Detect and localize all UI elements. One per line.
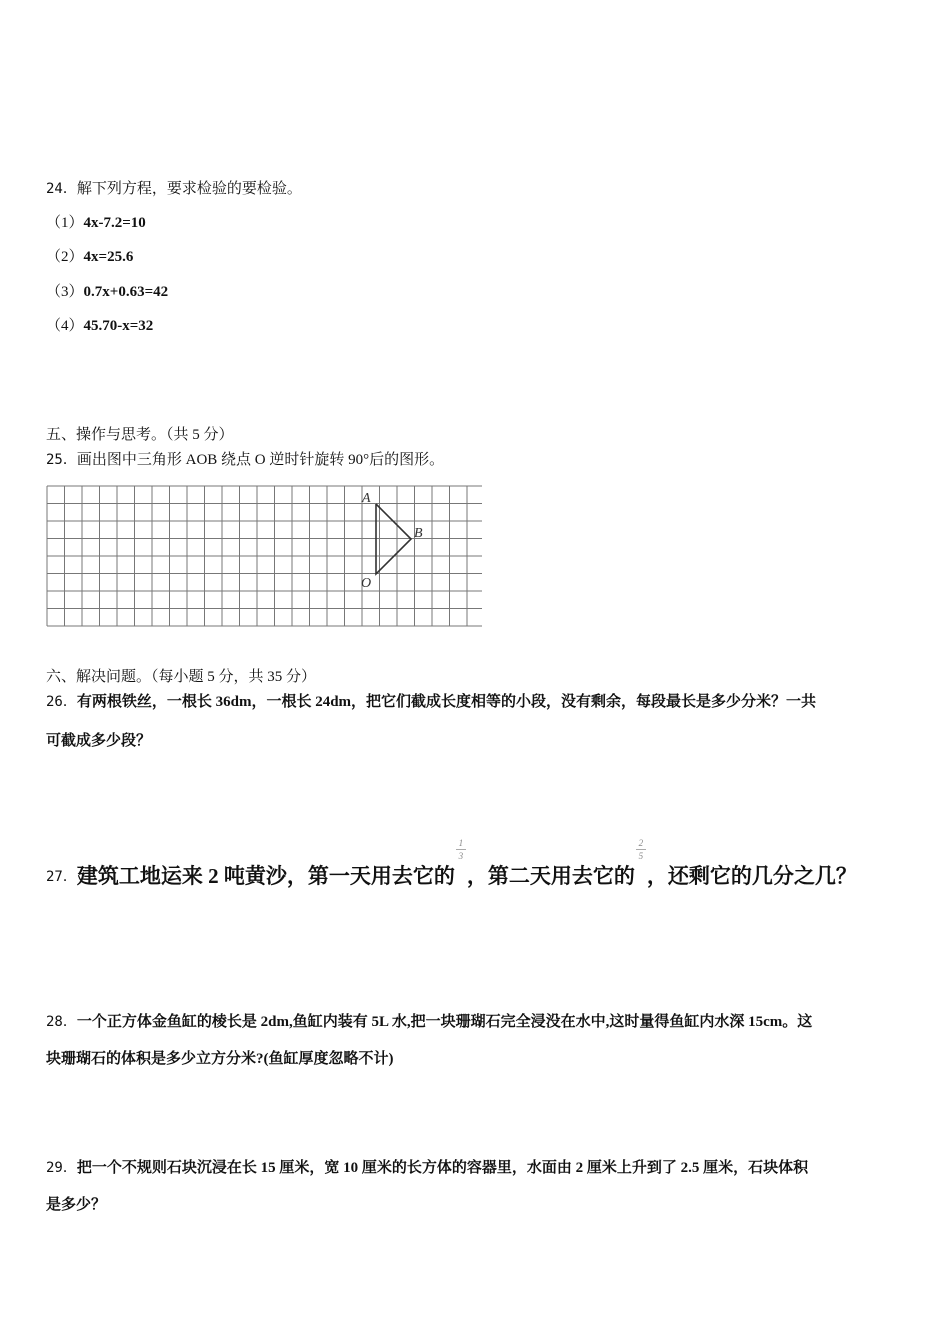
q24-item-4-label: （4） — [46, 318, 84, 334]
q24-item-2-label: （2） — [46, 249, 84, 265]
q28-text-1: 一个正方体金鱼缸的棱长是 2dm,鱼缸内装有 5L 水,把一块珊瑚石完全浸没在水中,这时量得鱼缸内水深 15cm。这 — [76, 1014, 813, 1030]
q29-number: 29． — [46, 1160, 77, 1176]
q27-text-1: 建筑工地运来 2 吨黄沙，第一天用去它的 — [76, 864, 455, 888]
q24-item-3 — [46, 280, 168, 301]
label-a: A — [362, 491, 371, 506]
q27-fraction-1-denominator: 3 — [458, 851, 464, 861]
section5-title: 五、操作与思考。（共 5 分） — [46, 427, 234, 443]
q26-line-2: 可截成多少段？ — [46, 733, 152, 749]
q24-item-1-equation: 4x-7.2=10 — [83, 215, 146, 231]
q27-fraction-1 — [455, 838, 467, 872]
q27-fraction-1-numerator: 1 — [458, 838, 464, 848]
q29-text-1: 把一个不规则石块沉浸在长 15 厘米，宽 10 厘米的长方体的容器里，水面由 2 厘米上升到了 2.5 厘米，石块体积 — [76, 1160, 809, 1176]
q24-item-3-equation: 0.7x+0.63=42 — [83, 284, 169, 300]
q24-item-1-label: （1） — [46, 215, 84, 231]
q26-line-1 — [46, 690, 816, 711]
q29-line-1 — [46, 1156, 808, 1177]
q26-text-1: 有两根铁丝，一根长 36dm，一根长 24dm，把它们截成长度相等的小段，没有剩余，每段最长是多少分米？一共 — [76, 694, 817, 710]
q24-number: 24． — [46, 181, 77, 197]
q25-number: 25． — [46, 452, 77, 468]
q27-line — [46, 838, 857, 894]
q27-text-2: ，第二天用去它的 — [466, 864, 635, 888]
q24-title: 解下列方程，要求检验的要检验。 — [76, 181, 302, 197]
q24-heading — [46, 177, 302, 198]
q27-number: 27． — [46, 869, 77, 885]
q27-fraction-2-denominator: 5 — [638, 851, 644, 861]
section6-title: 六、解决问题。（每小题 5 分，共 35 分） — [46, 669, 317, 685]
q25-text: 画出图中三角形 AOB 绕点 O 逆时针旋转 90°后的图形。 — [76, 452, 445, 468]
q24-item-3-label: （3） — [46, 284, 84, 300]
q24-item-4 — [46, 314, 153, 335]
q29-line-2: 是多少？ — [46, 1197, 107, 1213]
grid-lines — [47, 486, 482, 626]
q27-fraction-2-numerator: 2 — [638, 838, 644, 848]
q28-number: 28． — [46, 1014, 77, 1030]
q28-line-1 — [46, 1010, 812, 1031]
q27-text-3: ，还剩它的几分之几？ — [646, 864, 857, 888]
fraction-bar — [636, 849, 646, 850]
label-b: B — [414, 526, 423, 541]
q26-number: 26． — [46, 694, 77, 710]
q28-line-2: 块珊瑚石的体积是多少立方分米?(鱼缸厚度忽略不计) — [46, 1051, 394, 1067]
q24-item-4-equation: 45.70-x=32 — [83, 318, 154, 334]
q25-heading — [46, 448, 444, 469]
q27-fraction-2 — [635, 838, 647, 872]
q24-item-2-equation: 4x=25.6 — [83, 249, 134, 265]
fraction-bar — [456, 849, 466, 850]
label-o: O — [361, 576, 372, 591]
rotation-grid-figure — [46, 485, 482, 627]
q24-item-1 — [46, 211, 146, 232]
q24-item-2 — [46, 245, 133, 266]
